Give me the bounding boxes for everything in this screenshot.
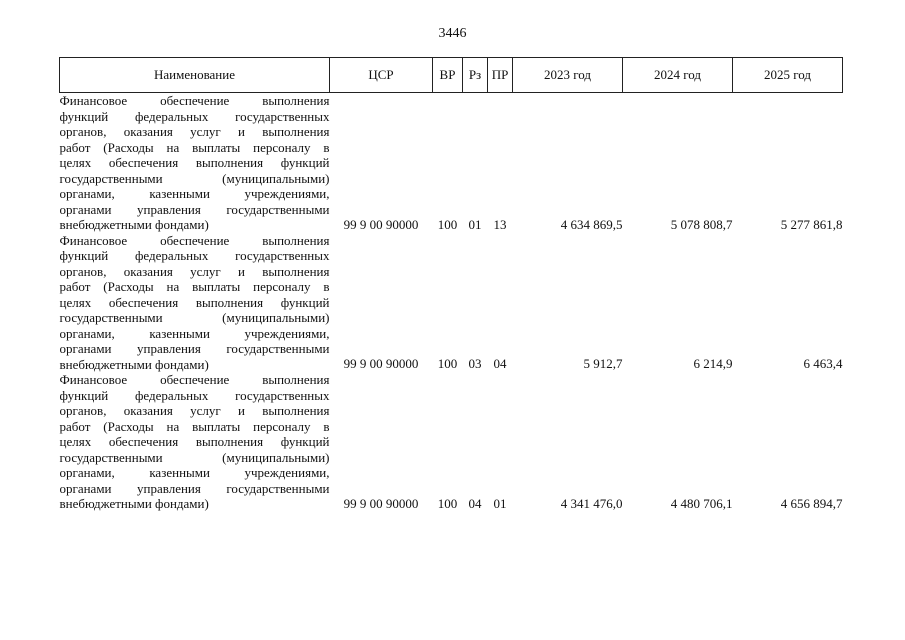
- row-amount-2025: 4 656 894,7: [780, 495, 843, 511]
- row-name-line: государственными (муниципальными): [59, 449, 330, 465]
- row-name-line: целях обеспечения выполнения функций: [59, 155, 330, 170]
- row-amount-2023: 4 634 869,5: [560, 216, 623, 232]
- row-name-line: органами управления государственными: [59, 341, 330, 356]
- row-rz: 04: [468, 495, 482, 511]
- page-number: 3446: [438, 26, 467, 41]
- row-vr: 100: [437, 495, 458, 511]
- header-csr: ЦСР: [330, 58, 433, 93]
- row-csr: 99 9 00 90000: [343, 216, 419, 232]
- row-name-line: органами управления государственными: [59, 480, 330, 496]
- row-name-line: работ (Расходы на выплаты персоналу в: [59, 139, 330, 155]
- row-name-line: органов, оказания услуг и выполнения: [59, 124, 330, 139]
- row-name-line: органами, казенными учреждениями,: [59, 465, 330, 480]
- row-amount-2024: 6 214,9: [693, 356, 733, 371]
- row-name-line: государственными (муниципальными): [59, 310, 330, 325]
- header-name: Наименование: [60, 58, 330, 93]
- row-amount-2023: 4 341 476,0: [560, 495, 623, 511]
- row-name-line: Финансовое обеспечение выполнения: [59, 93, 330, 108]
- row-name-line: функций федеральных государственных: [59, 108, 330, 124]
- table-row: [60, 233, 843, 373]
- row-name-line: функций федеральных государственных: [59, 248, 330, 263]
- row-name-line: целях обеспечения выполнения функций: [59, 434, 330, 449]
- row-csr: 99 9 00 90000: [343, 495, 419, 511]
- row-csr: 99 9 00 90000: [343, 356, 419, 371]
- row-name-line: государственными (муниципальными): [59, 170, 330, 186]
- row-vr: 100: [437, 356, 458, 371]
- header-vr: ВР: [433, 58, 463, 93]
- header-2025: 2025 год: [733, 58, 843, 93]
- row-amount-2024: 5 078 808,7: [670, 216, 733, 232]
- row-name-line: целях обеспечения выполнения функций: [59, 294, 330, 310]
- row-amount-2025: 5 277 861,8: [780, 216, 843, 232]
- row-name-line: работ (Расходы на выплаты персоналу в: [59, 279, 330, 294]
- row-pr: 01: [493, 495, 507, 511]
- row-name-line: органов, оказания услуг и выполнения: [59, 263, 330, 279]
- row-name: [60, 233, 330, 373]
- row-amount-2024: 4 480 706,1: [670, 495, 733, 511]
- table-body: [60, 93, 843, 512]
- row-name-line: Финансовое обеспечение выполнения: [59, 232, 330, 248]
- row-name: [60, 93, 330, 233]
- row-vr: 100: [437, 216, 458, 232]
- row-name-line: Финансовое обеспечение выполнения: [59, 372, 330, 387]
- header-pr: ПР: [488, 58, 513, 93]
- row-name-line: органами, казенными учреждениями,: [59, 325, 330, 341]
- row-name-line: внебюджетными фондами): [59, 217, 209, 232]
- row-pr: 04: [493, 356, 507, 371]
- table-row: [60, 93, 843, 233]
- header-2024: 2024 год: [623, 58, 733, 93]
- header-2023: 2023 год: [513, 58, 623, 93]
- row-name-line: органами, казенными учреждениями,: [59, 186, 330, 201]
- row-amount-2023: 5 912,7: [583, 356, 623, 371]
- row-pr: 13: [493, 216, 507, 232]
- row-name-line: работ (Расходы на выплаты персоналу в: [59, 418, 330, 434]
- row-name-line: функций федеральных государственных: [59, 387, 330, 403]
- row-name: [60, 372, 330, 512]
- header-row: [60, 58, 843, 93]
- budget-table: [59, 57, 843, 512]
- row-rz: 01: [468, 216, 482, 232]
- header-rz: Рз: [463, 58, 488, 93]
- row-name-line: органов, оказания услуг и выполнения: [59, 403, 330, 418]
- row-name-line: органами управления государственными: [59, 201, 330, 217]
- row-rz: 03: [468, 356, 482, 371]
- row-amount-2025: 6 463,4: [803, 356, 843, 371]
- row-name-line: внебюджетными фондами): [59, 496, 209, 511]
- table-header: [60, 58, 843, 93]
- row-name-line: внебюджетными фондами): [59, 356, 209, 372]
- table-row: [60, 372, 843, 512]
